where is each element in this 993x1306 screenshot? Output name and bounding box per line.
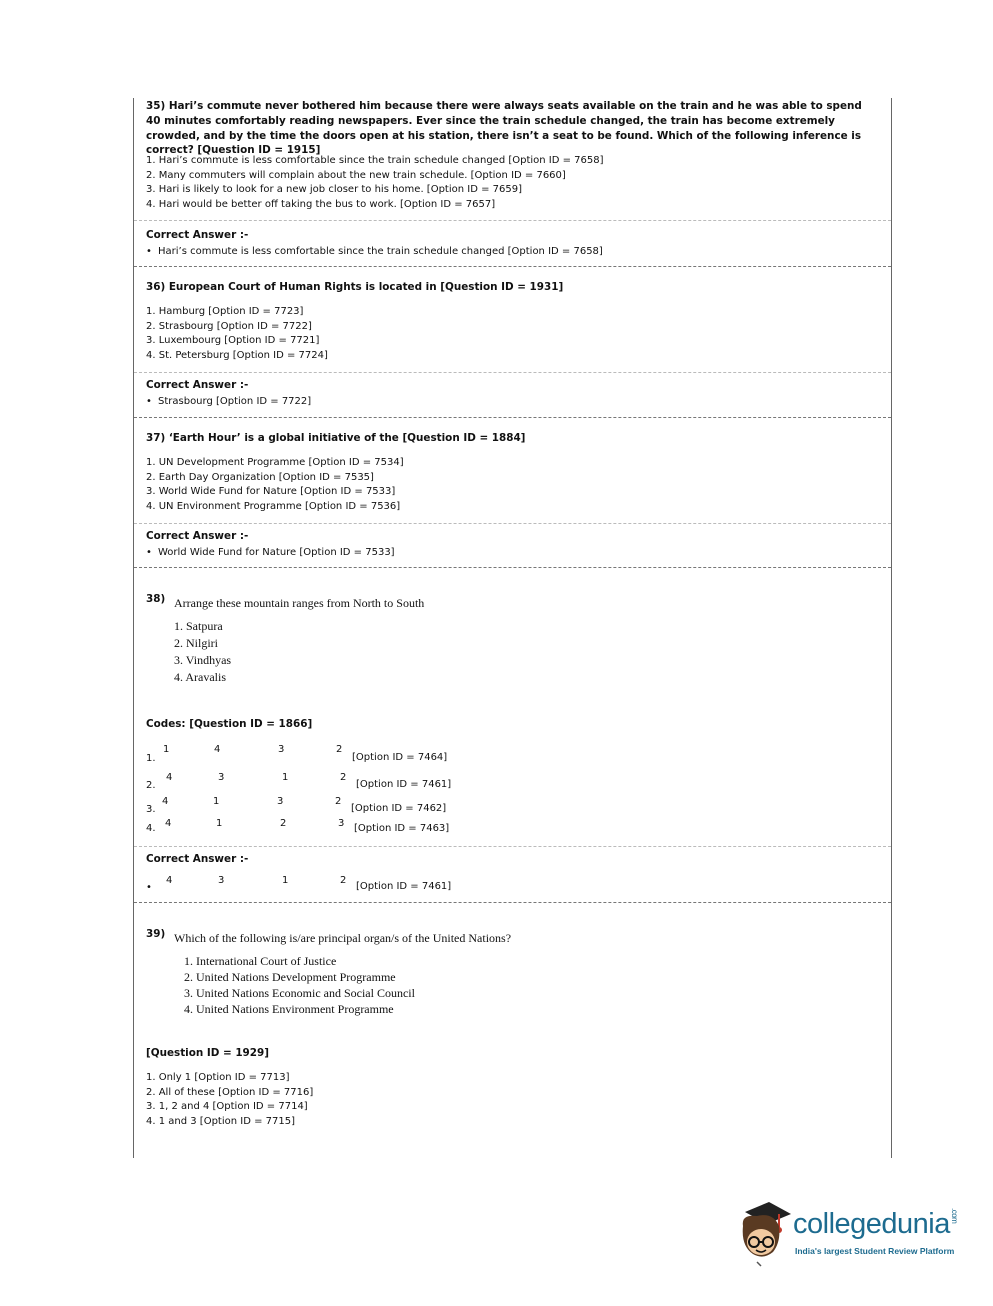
option: 1. Hari’s commute is less comfortable since the train schedule changed [Option ID = 7658] — [146, 155, 604, 166]
question-separator — [134, 266, 891, 267]
code-value: 2 — [280, 818, 287, 829]
option: 3. 1, 2 and 4 [Option ID = 7714] — [146, 1101, 308, 1113]
correct-answer-title: Correct Answer :- — [146, 530, 249, 542]
collegedunia-logo — [735, 1200, 965, 1270]
correct-answer: • World Wide Fund for Nature [Option ID = 7533] — [146, 547, 395, 558]
code-option-row — [146, 744, 546, 768]
code-value: 1 — [216, 818, 223, 829]
code-value: 3 — [278, 744, 285, 755]
question-36-text: 36) European Court of Human Rights is located in [Question ID = 1931] — [146, 281, 564, 293]
option: 2. Earth Day Organization [Option ID = 7535] — [146, 471, 374, 483]
code-option-row — [146, 796, 546, 820]
code-option-id: [Option ID = 7461] — [356, 779, 452, 790]
option: 1. UN Development Programme [Option ID = 7534] — [146, 457, 404, 468]
page-frame-left — [133, 98, 134, 1158]
code-value: 3 — [218, 875, 225, 886]
question-35-options — [146, 154, 876, 212]
code-value: 3 — [277, 796, 284, 807]
code-value: 1 — [213, 796, 220, 807]
correct-answer-title: Correct Answer :- — [146, 853, 249, 865]
code-label: 3. — [146, 804, 156, 815]
question-39-number: 39) — [146, 928, 166, 940]
mascot-icon — [735, 1200, 795, 1270]
option: 1. Only 1 [Option ID = 7713] — [146, 1072, 290, 1083]
correct-answer — [146, 875, 546, 899]
list-item: 3. Vindhyas — [174, 653, 232, 667]
question-separator — [134, 417, 891, 418]
list-item: 4. Aravalis — [174, 670, 226, 684]
option: 4. Hari would be better off taking the bus to work. [Option ID = 7657] — [146, 198, 496, 210]
correct-answer: • Hari’s commute is less comfortable since the train schedule changed [Option ID = 7658] — [146, 246, 603, 257]
option: 1. Hamburg [Option ID = 7723] — [146, 306, 304, 317]
question-37-text: 37) ‘Earth Hour’ is a global initiative of the [Question ID = 1884] — [146, 432, 526, 444]
code-value: 4 — [214, 744, 221, 755]
code-value: 4 — [166, 772, 173, 783]
correct-answer-text: World Wide Fund for Nature [Option ID = 7533] — [158, 547, 395, 558]
correct-answer-title: Correct Answer :- — [146, 379, 249, 391]
code-label: 4. — [146, 823, 156, 834]
list-item: 1. Satpura — [174, 619, 223, 633]
code-value: 3 — [338, 818, 345, 829]
question-39-text: Which of the following is/are principal organ/s of the United Nations? — [174, 931, 512, 945]
logo-wordmark: collegedunia — [793, 1208, 950, 1240]
code-value: 4 — [165, 818, 172, 829]
logo-tagline: India's largest Student Review Platform — [795, 1246, 955, 1256]
correct-answer-title: Correct Answer :- — [146, 229, 249, 241]
code-value: 4 — [166, 875, 173, 886]
logo-suffix: .com — [949, 1208, 959, 1224]
list-item: 2. Nilgiri — [174, 636, 218, 650]
correct-answer: • Strasbourg [Option ID = 7722] — [146, 396, 312, 407]
code-option-id: [Option ID = 7462] — [351, 803, 447, 814]
code-value: 1 — [163, 744, 170, 755]
question-separator — [134, 567, 891, 568]
option: 4. 1 and 3 [Option ID = 7715] — [146, 1115, 295, 1127]
code-option-id: [Option ID = 7464] — [352, 752, 448, 763]
divider — [134, 523, 891, 524]
code-value: 4 — [162, 796, 169, 807]
option: 3. Hari is likely to look for a new job closer to his home. [Option ID = 7659] — [146, 184, 522, 196]
question-38-text: Arrange these mountain ranges from North to South — [174, 596, 425, 610]
list-item: 2. United Nations Development Programme — [184, 970, 396, 984]
divider — [134, 372, 891, 373]
correct-answer-text: Strasbourg [Option ID = 7722] — [158, 396, 312, 407]
question-39-options — [146, 1071, 876, 1129]
option: 4. St. Petersburg [Option ID = 7724] — [146, 349, 328, 361]
code-option-row — [146, 772, 546, 796]
code-value: 1 — [282, 772, 289, 783]
question-38-number: 38) — [146, 593, 166, 605]
code-option-row — [146, 818, 546, 842]
code-label: 2. — [146, 780, 156, 791]
bullet: • — [146, 882, 152, 893]
code-label: 1. — [146, 753, 156, 764]
code-value: 2 — [340, 772, 347, 783]
option: 2. All of these [Option ID = 7716] — [146, 1086, 314, 1098]
code-value: 3 — [218, 772, 225, 783]
option: 3. Luxembourg [Option ID = 7721] — [146, 335, 320, 347]
option: 2. Strasbourg [Option ID = 7722] — [146, 320, 312, 332]
list-item: 4. United Nations Environment Programme — [184, 1002, 394, 1016]
question-separator — [134, 902, 891, 903]
code-value: 2 — [335, 796, 342, 807]
question-36-options — [146, 305, 876, 363]
divider — [134, 220, 891, 221]
divider — [134, 846, 891, 847]
codes-title: Codes: [Question ID = 1866] — [146, 718, 313, 730]
question-39-id: [Question ID = 1929] — [146, 1047, 269, 1059]
question-35-text: 35) Hari’s commute never bothered him because there were always seats available on the train and he was able to spend 40 minutes comfortably reading newspapers. Ever since the train schedule changed, the train has become extremely crowded, and by the time the doors open at his station, there isn’t a seat to be found. Which of the following inference is correct? [Question ID = 1915] — [146, 100, 862, 157]
list-item: 3. United Nations Economic and Social Council — [184, 986, 415, 1000]
option: 2. Many commuters will complain about the new train schedule. [Option ID = 7660] — [146, 169, 566, 181]
list-item: 1. International Court of Justice — [184, 954, 337, 968]
page-frame-right — [891, 98, 892, 1158]
correct-answer-text: Hari’s commute is less comfortable since the train schedule changed [Option ID = 7658] — [158, 246, 603, 257]
question-37-options — [146, 456, 876, 514]
option: 4. UN Environment Programme [Option ID = 7536] — [146, 500, 401, 512]
option: 3. World Wide Fund for Nature [Option ID = 7533] — [146, 486, 396, 498]
code-value: 1 — [282, 875, 289, 886]
code-option-id: [Option ID = 7463] — [354, 823, 450, 834]
code-value: 2 — [336, 744, 343, 755]
code-option-id: [Option ID = 7461] — [356, 881, 452, 892]
code-value: 2 — [340, 875, 347, 886]
